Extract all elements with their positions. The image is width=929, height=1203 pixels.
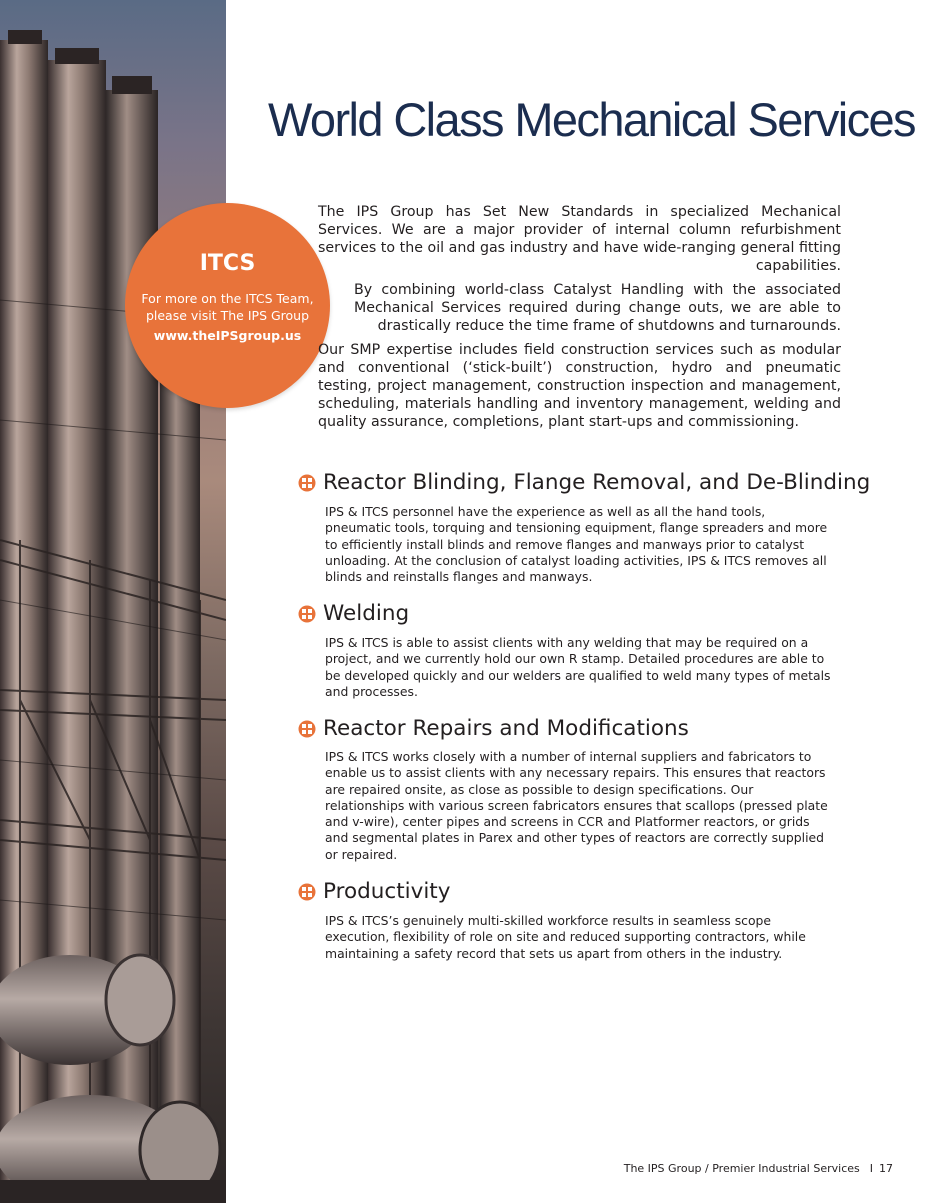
section-heading-text: Reactor Repairs and Modifications <box>323 716 689 741</box>
intro-text <box>318 203 841 437</box>
page-footer <box>624 1162 893 1175</box>
section-body-reactor-blinding: IPS & ITCS personnel have the experience as well as all the hand tools, pneumatic tools, torquing and tensioning equipment, flange spreaders and more to efficiently install blinds and remove flanges and manways prior to catalyst unloading. At the conclusion of catalyst loading activities, IPS & ITCS removes all blinds and reinstalls flanges and manways. <box>325 504 828 585</box>
section-body-welding: IPS & ITCS is able to assist clients with any welding that may be required on a project, and we currently hold our own R stamp. Detailed procedures are able to be developed quickly and our welders are qualified to weld many types of metals and processes. <box>325 635 831 699</box>
itcs-callout <box>125 203 330 408</box>
section-heading-text: Reactor Blinding, Flange Removal, and De-Blinding <box>323 470 871 495</box>
orange-circle-cross-icon <box>298 883 316 901</box>
section-heading-text: Productivity <box>323 879 451 904</box>
section-body-reactor-repairs: IPS & ITCS works closely with a number of internal suppliers and fabricators to enable us to assist clients with any necessary repairs. This ensures that reactors are repaired onsite, as close as possible to design specifications. Our relationships with various screen fabricators ensures that scallops (pressed plate and v-wire), center pipes and screens in CCR and Platformer reactors, or grids and segmental plates in Parex and other types of reactors are correctly supplied or repaired. <box>325 749 828 862</box>
intro-paragraph-3: Our SMP expertise includes field construction services such as modular and conventional (‘stick-built’) construction, hydro and pneumatic testing, project management, construction inspection and management, scheduling, materials handling and inventory management, welding and quality assurance, completions, plant start-ups and commissioning. <box>318 342 841 430</box>
section-heading-productivity <box>298 879 450 904</box>
section-body-productivity: IPS & ITCS’s genuinely multi-skilled workforce results in seamless scope execution, flexibility of role on site and reduced supporting contractors, while maintaining a safety record that sets us apart from others in the industry. <box>325 913 806 961</box>
section-heading-reactor-blinding <box>298 470 870 495</box>
footer-separator: I <box>869 1162 873 1175</box>
page-number: 17 <box>879 1162 893 1175</box>
callout-url-link[interactable]: www.theIPSgroup.us <box>153 328 302 343</box>
intro-paragraph-2: By combining world-class Catalyst Handling with the associated Mechanical Services required during change outs, we are able to drastically reduce the time frame of shutdowns and turnarounds. <box>354 282 841 334</box>
footer-publication: The IPS Group / Premier Industrial Services <box>623 1162 860 1175</box>
plant-illustration <box>0 0 226 1203</box>
section-heading-welding <box>298 601 409 626</box>
industrial-plant-photo <box>0 0 226 1203</box>
page-title: World Class Mechanical Services <box>268 93 915 146</box>
callout-line-1: For more on the ITCS Team, <box>141 291 314 306</box>
callout-heading: ITCS <box>199 251 256 276</box>
orange-circle-cross-icon <box>298 720 316 738</box>
intro-paragraph-1: The IPS Group has Set New Standards in specialized Mechanical Services. We are a major provider of internal column refurbishment services to the oil and gas industry and have wide-ranging general fitting capabilities. <box>318 204 841 274</box>
section-heading-text: Welding <box>323 601 410 626</box>
orange-circle-cross-icon <box>298 474 316 492</box>
section-heading-reactor-repairs <box>298 716 689 741</box>
callout-line-2: please visit The IPS Group <box>145 308 310 323</box>
orange-circle-cross-icon <box>298 605 316 623</box>
